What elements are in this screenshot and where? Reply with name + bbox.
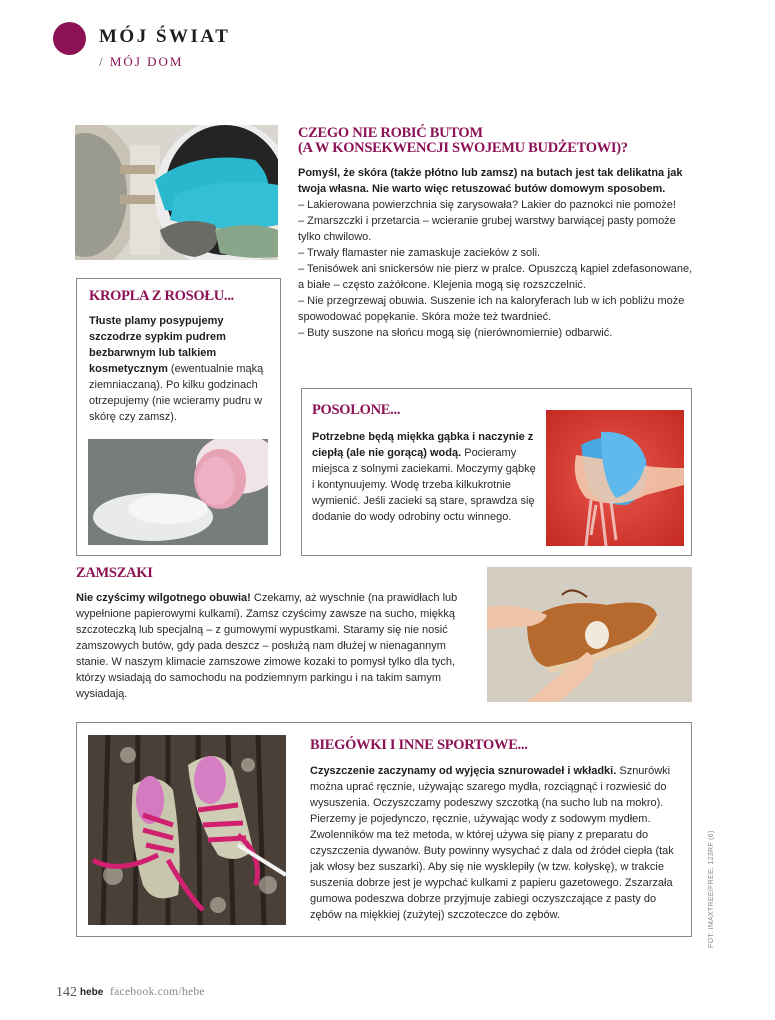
page-number: 142	[56, 985, 77, 1000]
body-text: (ewentualnie mąką ziemniaczaną). Po kilku godzinach otrzepujemy (nie wcieramy pudru w skórę czy zamsz).	[89, 363, 264, 423]
brushing-suede-boot-image	[487, 567, 692, 702]
article-main	[298, 126, 693, 341]
section-title: MÓJ ŚWIAT	[99, 26, 231, 47]
hand-squeezing-sponge-image	[546, 410, 684, 546]
box-posolone-heading: POSOLONE...	[312, 402, 401, 418]
box-biegowki-heading: BIEGÓWKI I INNE SPORTOWE...	[310, 737, 528, 753]
section-zamszaki	[76, 566, 476, 702]
slash: /	[99, 54, 110, 69]
subsection-title	[99, 54, 183, 70]
bold-text: Tłuste plamy posypujemy szczodrze sypkim pudrem bezbarwnym lub talkiem kosmetycznym	[89, 315, 226, 375]
box-kropla-body	[89, 313, 274, 425]
heading-line-1: CZEGO NIE ROBIĆ BUTOM	[298, 125, 483, 141]
brand-logo: hebe	[80, 987, 104, 998]
spilled-talc-powder-image	[88, 439, 268, 545]
body-text: Pocieramy miejsca z solnymi zaciekami. Moczymy gąbkę i kontynuujemy. Wodę trzeba kilkukrotnie wymienić. Jeśli zacieki są stare, sprawdza się dodanie do wody odrobiny octu winnego.	[312, 447, 536, 523]
box-kropla	[76, 278, 281, 556]
heading-line-2: (A W KONSEKWENCJI SWOJEMU BUDŻETOWI)?	[298, 140, 628, 156]
subsection-label: MÓJ DOM	[109, 54, 184, 69]
zamszaki-body	[76, 590, 476, 702]
sneakers-in-washing-machine-image	[75, 125, 278, 260]
list-item: – Trwały flamaster nie zamaskuje zacieków z soli.	[298, 247, 541, 259]
body-text: Czekamy, aż wyschnie (na prawidłach lub wypełnione papierowymi kulkami). Zamsz czyścimy zawsze na sucho, miękką szczoteczką lub specjalną – z gumowymi wypustkami. Staramy się nie nosić zamszowych butów, gdy pada deszcz – posłużą nam dłużej w nienagannym stanie. W naszym klimacie zamszowe zimowe kozaki to pomysł tylko dla tych, którzy wsiadają do samochodu na podziemnym parkingu i na takim samym wysiadają.	[76, 592, 458, 700]
list-item: – Lakierowana powierzchnia się zarysowała? Lakier do paznokci nie pomoże!	[298, 199, 676, 211]
facebook-link[interactable]: facebook.com/hebe	[110, 986, 205, 998]
box-kropla-heading: KROPLA Z ROSOŁU...	[89, 288, 234, 304]
article-main-body	[298, 165, 693, 341]
box-biegowki	[76, 722, 692, 937]
bold-text: Nie czyścimy wilgotnego obuwia!	[76, 592, 251, 604]
list-item: – Buty suszone na słońcu mogą się (nierównomiernie) odbarwić.	[298, 327, 613, 339]
list-item: – Zmarszczki i przetarcia – wcieranie grubej warstwy barwiącej pasty pomoże tylko chwilowo.	[298, 215, 676, 243]
zamszaki-heading: ZAMSZAKI	[76, 565, 153, 581]
list-item: – Nie przegrzewaj obuwia. Suszenie ich na kaloryferach lub w ich pobliżu może spowodować popękanie. Skóra może też twardnieć.	[298, 295, 685, 323]
article-main-heading	[298, 126, 693, 156]
bold-text: Potrzebne będą miękka gąbka i naczynie z ciepłą (ale nie gorącą) wodą.	[312, 431, 534, 459]
list-item: – Tenisówek ani snickersów nie pierz w pralce. Opuszczą kąpiel zdefasonowane, a białe – często zażółcone. Klejenia mogą się rozszczelnić.	[298, 263, 693, 291]
bold-text: Czyszczenie zaczynamy od wyjęcia sznurowadeł i wkładki.	[310, 765, 617, 777]
sneakers-with-pink-laces-image	[88, 735, 286, 925]
photo-credit: FOT. IMAXTREE/FREE, 123RF (6)	[708, 830, 715, 948]
section-dot-icon	[53, 22, 86, 55]
body-text: Sznurówki można uprać ręcznie, używając szarego mydła, rozciągnąć i rozwiesić do wysuszenia. Oczyszczamy podeszwy szczotką (na sucho lub na mokro). Pierzemy je pojedynczo, ręcznie, używając wody z sodowym mydłem. Zwolenników ma też metoda, w której używa się piany z preparatu do czyszczenia dywanów. Buty powinny wysychać z dala od źródeł ciepła (tak jak włosy bez suszarki). Aby się nie wysklepiły (w tzw. kołyskę), w trakcie suszenia dobrze jest je wypchać kulkami z papieru gazetowego. Zszarzała gumowa podeszwa dobrze przyjmuje zabiegi oczyszczające z pasty do zębów na miękkiej (zużytej) szczoteczce do zębów.	[310, 765, 674, 921]
box-posolone	[301, 388, 692, 556]
box-posolone-body	[312, 429, 537, 525]
lead-text: Pomyśl, że skóra (także płótno lub zamsz) na butach jest tak delikatna jak twoja własna. Nie warto więc retuszować butów domowym sposobem.	[298, 167, 683, 195]
box-biegowki-body	[310, 763, 682, 923]
